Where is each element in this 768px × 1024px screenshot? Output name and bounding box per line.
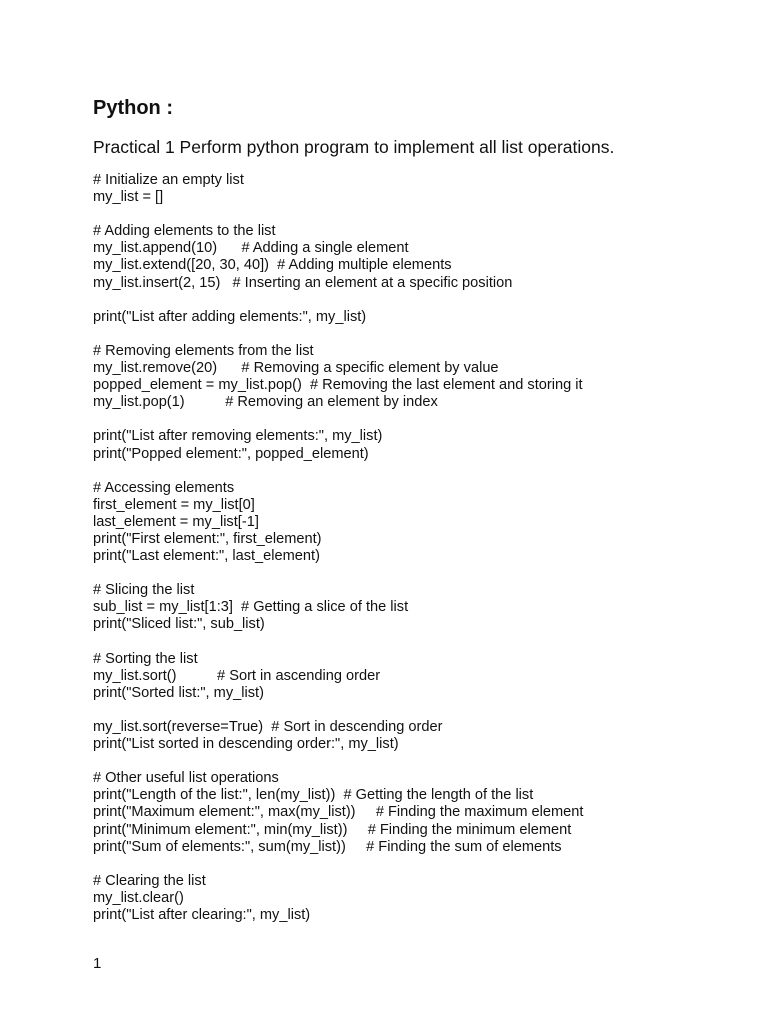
code-line: print("Last element:", last_element) xyxy=(93,548,320,565)
blank-line xyxy=(93,856,583,873)
code-line: my_list = [] xyxy=(93,189,164,206)
code-line: # Clearing the list xyxy=(93,872,206,889)
blank-line xyxy=(93,292,583,309)
blank-line xyxy=(93,634,583,651)
code-line: print("List after clearing:", my_list) xyxy=(93,907,311,924)
code-line: print("Popped element:", popped_element) xyxy=(93,445,369,462)
blank-line xyxy=(93,326,583,343)
code-line: # Removing elements from the list xyxy=(93,342,314,359)
code-line: # Other useful list operations xyxy=(93,770,279,787)
code-line: # Slicing the list xyxy=(93,582,195,599)
code-line: my_list.remove(20) # Removing a specific element by value xyxy=(93,360,499,377)
blank-line xyxy=(93,411,583,428)
code-line: my_list.sort() # Sort in ascending order xyxy=(93,667,381,684)
code-line: first_element = my_list[0] xyxy=(93,496,255,513)
code-block xyxy=(93,172,583,924)
page-number: 1 xyxy=(93,955,102,972)
code-line: print("Sorted list:", my_list) xyxy=(93,684,264,701)
code-line: print("List sorted in descending order:", my_list) xyxy=(93,736,399,753)
code-line: print("List after removing elements:", my_list) xyxy=(93,428,383,445)
code-line: # Adding elements to the list xyxy=(93,223,276,240)
code-line: print("Length of the list:", len(my_list)) # Getting the length of the list xyxy=(93,787,534,804)
code-line: print("Sum of elements:", sum(my_list)) # Finding the sum of elements xyxy=(93,838,562,855)
code-line: my_list.clear() xyxy=(93,889,184,906)
code-line: my_list.pop(1) # Removing an element by index xyxy=(93,394,438,411)
blank-line xyxy=(93,702,583,719)
code-line: last_element = my_list[-1] xyxy=(93,513,259,530)
code-line: my_list.sort(reverse=True) # Sort in descending order xyxy=(93,719,443,735)
blank-line xyxy=(93,565,583,582)
code-line: sub_list = my_list[1:3] # Getting a slice of the list xyxy=(93,599,409,616)
blank-line xyxy=(93,463,583,480)
code-line: # Accessing elements xyxy=(93,479,235,496)
code-line: my_list.extend([20, 30, 40]) # Adding multiple elements xyxy=(93,257,452,274)
code-line: my_list.append(10) # Adding a single element xyxy=(93,240,409,257)
code-line: print("Sliced list:", sub_list) xyxy=(93,616,265,633)
blank-line xyxy=(93,753,583,770)
code-line: print("Maximum element:", max(my_list)) # Finding the maximum element xyxy=(93,804,584,821)
code-line: popped_element = my_list.pop() # Removing the last element and storing it xyxy=(93,377,583,394)
code-line: print("List after adding elements:", my_list) xyxy=(93,308,367,325)
document-title: Python : xyxy=(93,97,173,119)
code-line: # Sorting the list xyxy=(93,650,198,667)
code-line: my_list.insert(2, 15) # Inserting an element at a specific position xyxy=(93,274,513,291)
code-line: # Initialize an empty list xyxy=(93,172,244,188)
practical-heading: Practical 1 Perform python program to implement all list operations. xyxy=(93,137,615,157)
code-line: print("Minimum element:", min(my_list)) # Finding the minimum element xyxy=(93,821,572,838)
code-line: print("First element:", first_element) xyxy=(93,530,322,547)
blank-line xyxy=(93,206,583,223)
